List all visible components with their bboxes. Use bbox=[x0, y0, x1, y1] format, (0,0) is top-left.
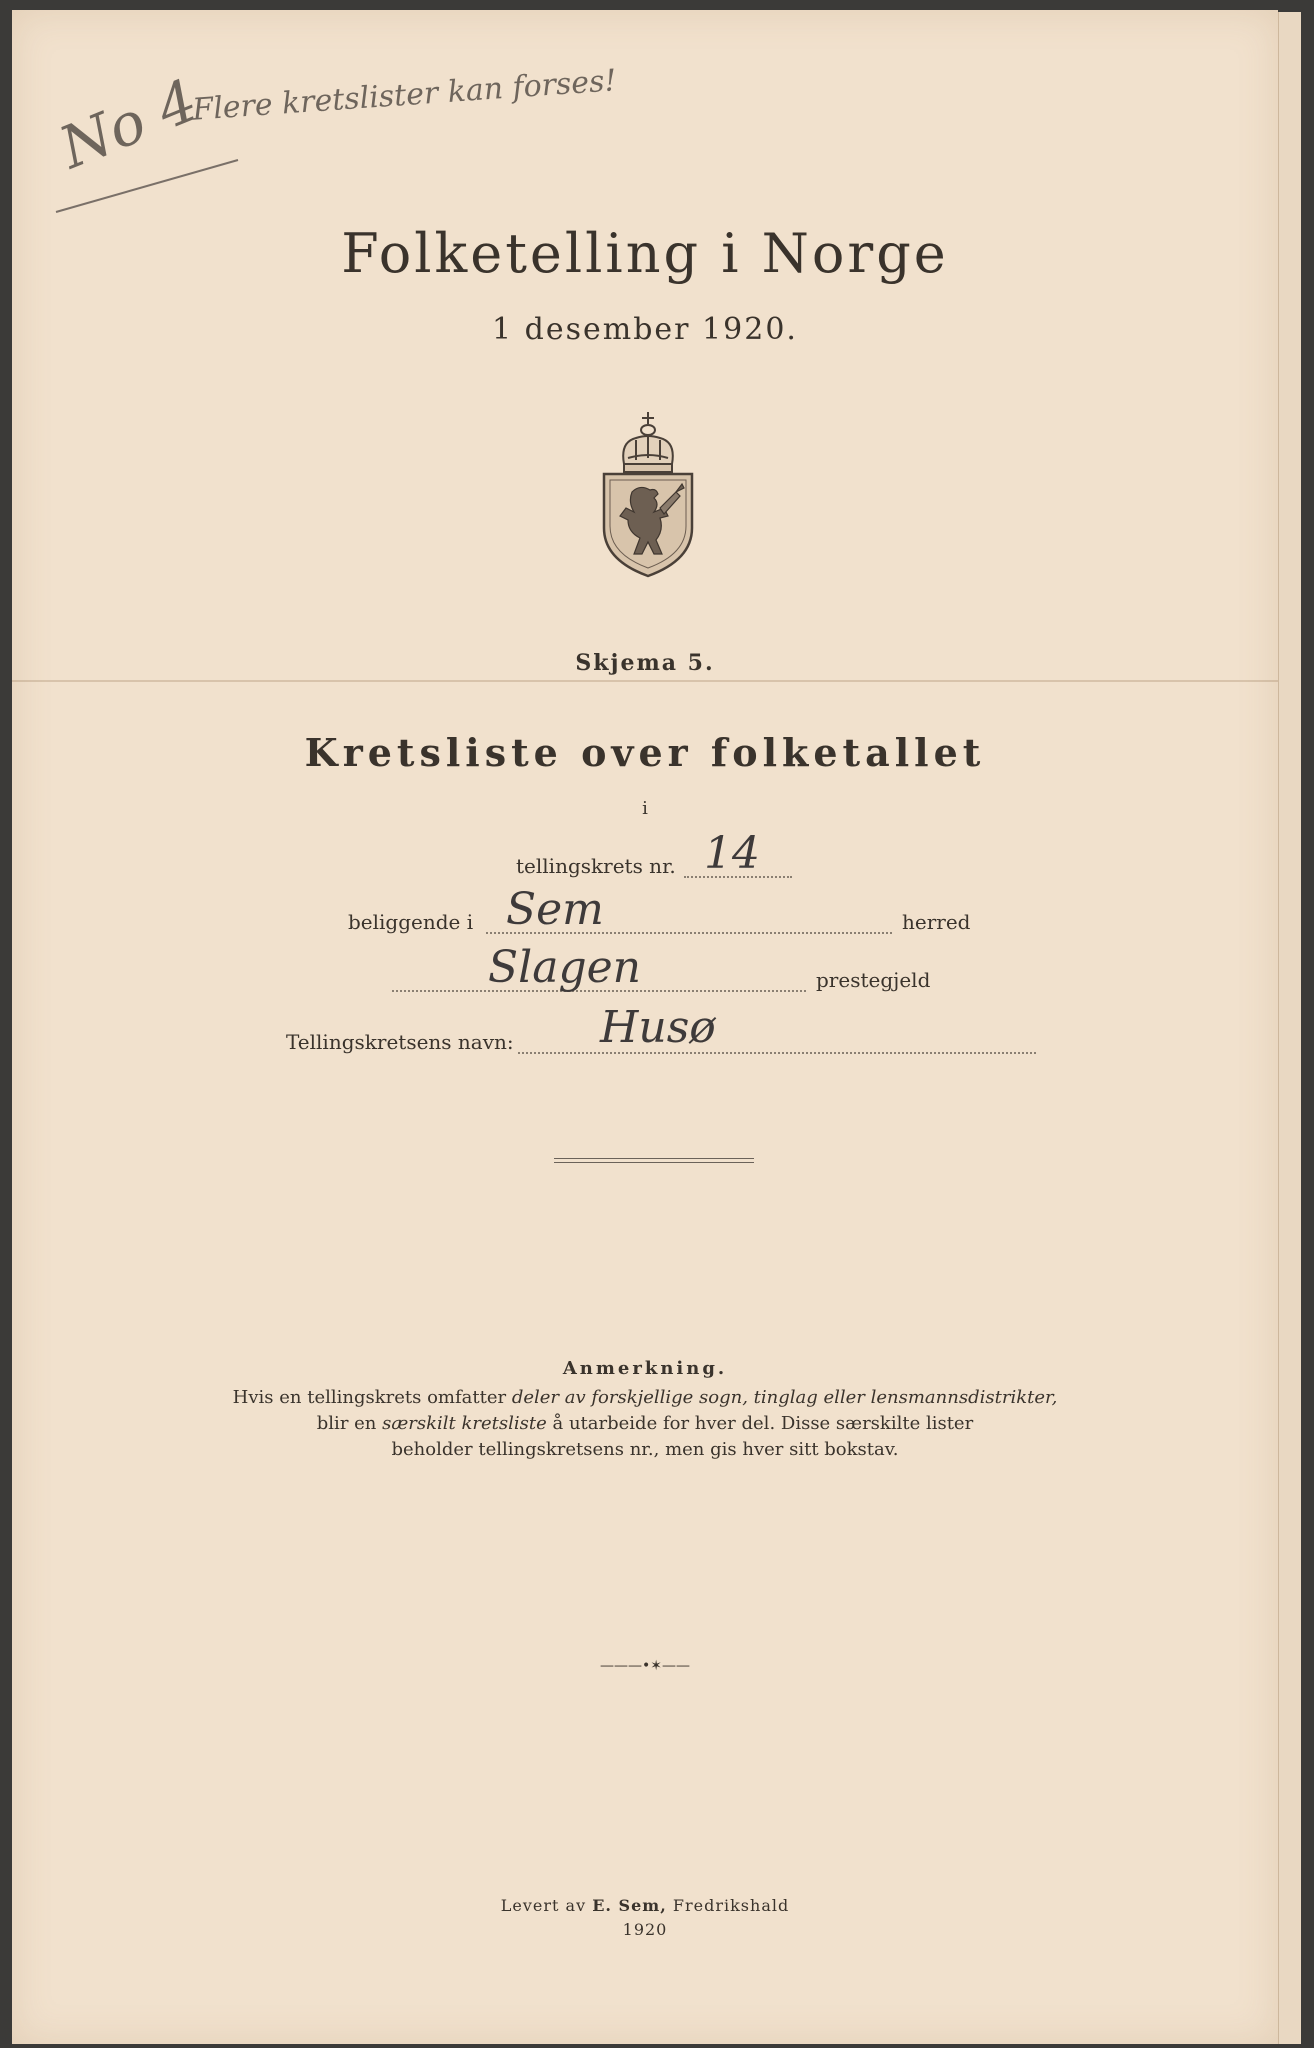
anmerkning-line-1 bbox=[12, 1386, 1278, 1410]
pencil-underline bbox=[52, 150, 252, 220]
imprint-place: Fredrikshald bbox=[666, 1896, 790, 1915]
imprint-line-1 bbox=[12, 1894, 1278, 1918]
separator-rule bbox=[554, 1158, 754, 1163]
imprint-year: 1920 bbox=[622, 1920, 668, 1939]
decorative-ornament: ———•✶—— bbox=[600, 1658, 690, 1674]
imprint-text: Levert av bbox=[500, 1896, 593, 1915]
handwritten-number: No 4 bbox=[50, 66, 207, 182]
page-edge bbox=[1278, 12, 1301, 2044]
anmerkning-line-3: beholder tellingskretsens nr., men gis hver sitt bokstav. bbox=[391, 1439, 899, 1460]
kretsnavn-value: Husø bbox=[600, 1002, 716, 1053]
beliggende-label: beliggende i bbox=[348, 910, 474, 934]
norwegian-coat-of-arms bbox=[598, 408, 698, 580]
herred-label: herred bbox=[902, 910, 971, 934]
census-form-page bbox=[12, 10, 1278, 2044]
census-date: 1 desember 1920. bbox=[492, 312, 798, 347]
printer-imprint bbox=[12, 1894, 1278, 1942]
prestegjeld-value: Slagen bbox=[488, 942, 641, 993]
herred-value: Sem bbox=[506, 884, 604, 935]
document-title: Folketelling i Norge bbox=[341, 222, 949, 285]
imprint-printer: E. Sem, bbox=[592, 1896, 667, 1915]
kretsnavn-line bbox=[518, 1052, 1036, 1054]
anmerkning-emphasis: deler av forskjellige sogn, tinglag eller lensmannsdistrikter, bbox=[511, 1387, 1058, 1408]
anmerkning-text: Hvis en tellingskrets omfatter bbox=[232, 1387, 512, 1408]
schema-number: Skjema 5. bbox=[575, 650, 715, 676]
handwritten-remark: Flere kretslister kan forses! bbox=[191, 63, 618, 128]
paper-fold-line bbox=[12, 680, 1278, 682]
prestegjeld-label: prestegjeld bbox=[816, 968, 931, 992]
tellingskrets-value: 14 bbox=[704, 828, 760, 879]
preposition-i: i bbox=[642, 798, 648, 819]
anmerkning-line-2 bbox=[12, 1412, 1278, 1436]
anmerkning-title: Anmerkning. bbox=[562, 1358, 728, 1379]
anmerkning-text: blir en bbox=[316, 1413, 383, 1434]
kretsnavn-label: Tellingskretsens navn: bbox=[286, 1030, 514, 1054]
tellingskrets-label: tellingskrets nr. bbox=[516, 854, 676, 878]
anmerkning-text: å utarbeide for hver del. Disse særskilte lister bbox=[546, 1413, 974, 1434]
form-subtitle: Kretsliste over folketallet bbox=[304, 730, 986, 775]
anmerkning-emphasis: særskilt kretsliste bbox=[382, 1413, 547, 1434]
